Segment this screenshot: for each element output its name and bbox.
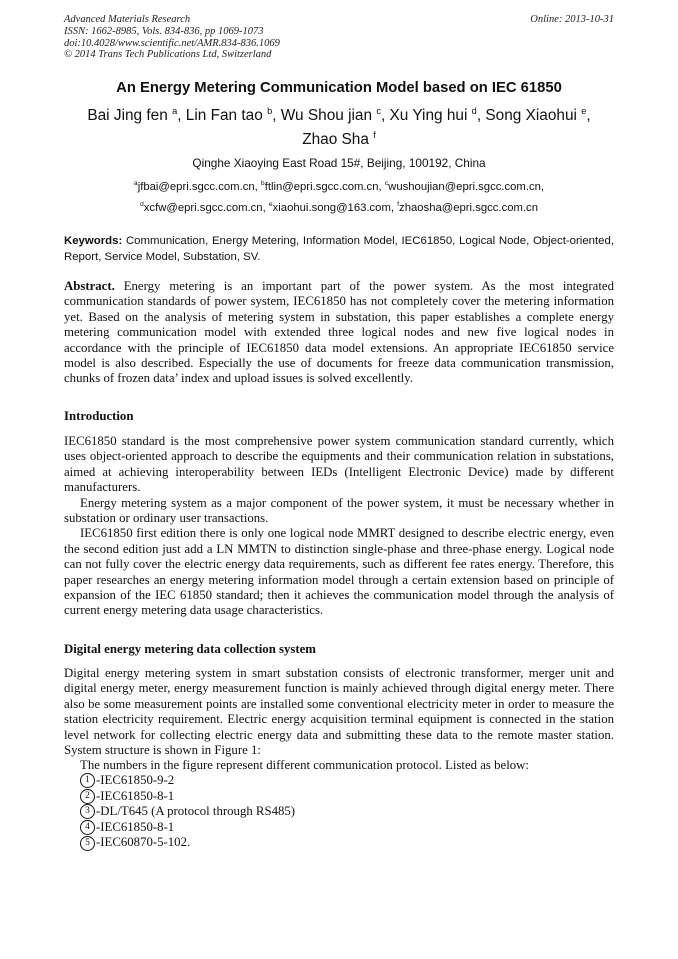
circled-number: 4 [80,820,95,835]
introduction-body [64,434,614,619]
circled-number: 2 [80,789,95,804]
keywords-label: Keywords: [64,235,123,247]
paragraph: The numbers in the figure represent different communication protocol. Listed as below: [80,758,529,773]
journal-doi: doi:10.4028/www.scientific.net/AMR.834-836.1069 [64,37,280,49]
author-list [64,104,614,152]
list-item: 2 -IEC61850-8-1 [80,789,295,805]
email: $^d$xcfw@epri.sgcc.com.cn, [140,201,269,214]
author: Wu Shou jian $^c$, [280,105,390,124]
email-list [64,177,614,219]
abstract [64,279,614,387]
journal-name: Advanced Materials Research [64,14,191,25]
online-date: Online: 2013-10-31 [530,14,614,25]
author: Bai Jing fen $^a$, [87,105,186,124]
list-item: 1 -IEC61850-9-2 [80,773,295,789]
list-item: 5 -IEC60870-5-102. [80,835,295,851]
journal-header [64,14,280,61]
journal-issn: ISSN: 1662-8985, Vols. 834-836, pp 1069-1073 [64,25,264,37]
email: $^f$zhaosha@epri.sgcc.com.cn [397,201,538,214]
author: Song Xiaohui $^e$, [485,105,591,124]
author: Lin Fan tao $^b$, [185,105,281,124]
list-item: 3 -DL/T645 (A protocol through RS485) [80,804,295,820]
keywords [64,234,614,265]
journal-copyright: © 2014 Trans Tech Publications Ltd, Switzerland [64,49,272,61]
paragraph: Energy metering system as a major component of the power system, it must be necessary whether in substation or ordinary user transactions. [64,495,614,526]
paragraph: IEC61850 standard is the most comprehensive power system communication standard currently, which uses object-oriented approach to describe the equipments and their communication relation in substations, aimed at achieving interoperability between IEDs (Intelligent Electronic Device) made by different manufacturers. [64,434,614,495]
circled-number: 1 [80,773,95,788]
keywords-text: Communication, Energy Metering, Information Model, IEC61850, Logical Node, Object-oriented, Report, Service Model, Substation, SV. [64,235,614,263]
author: Xu Ying hui $^d$, [389,105,486,124]
paragraph: IEC61850 first edition there is only one logical node MMRT designed to describe electric energy, even the second edition just add a LN MMTN to distinction single-phase and three-phase energy. Logical node can not fully cover the electric energy data requirements, such as different fee rates energy. Therefore, this paper researches an energy metering information model through a certain extension based on principle of expansion of the IEC 61850 standard; then it achieves the communication model through the analysis of current energy metering data usage characteristics. [64,526,614,618]
paragraph: Digital energy metering system in smart substation consists of electronic transformer, merger unit and digital energy meter, energy measurement function is mainly achieved through digital energy meter. There also be some measurement points are installed some conventional electricity meter in order to measure the station electricity requirement. Electric energy acquisition terminal equipment is connected in the station level network for collecting electric energy data and submitting these data to the remote master station. System structure is shown in Figure 1: [64,666,614,758]
section-heading-collection: Digital energy metering data collection system [64,642,316,656]
paper-title: An Energy Metering Communication Model based on IEC 61850 [116,80,562,96]
email: $^b$ftlin@epri.sgcc.com.cn, [260,180,385,193]
collection-body [64,666,614,774]
email: $^a$jfbai@epri.sgcc.com.cn, [133,180,261,193]
list-item: 4 -IEC61850-8-1 [80,820,295,836]
circled-number: 5 [80,836,95,851]
author: Zhao Sha $^f$ [302,129,376,148]
email: $^e$xiaohui.song@163.com, [268,201,398,214]
affiliation: Qinghe Xiaoying East Road 15#, Beijing, 100192, China [192,156,486,170]
protocol-list [80,773,295,851]
abstract-text: Energy metering is an important part of the power system. As the most integrated communication standards of power system, IEC61850 has not completely cover the metering information yet. Based on the analysis of metering system in substation, this paper establishes a complete energy metering communication model with extended three logical nodes and new five logical nodes in accordance with the principle of IEC61850 data model extensions. An appropriate IEC61850 service model is also described. Especially the use of documents for freeze data communication transmission, chunks of frozen data’ index and upload issues is solved excellently. [64,279,614,386]
abstract-label: Abstract. [64,279,115,293]
section-heading-introduction: Introduction [64,409,134,423]
email: $^c$wushoujian@epri.sgcc.com.cn, [384,180,545,193]
circled-number: 3 [80,804,95,819]
